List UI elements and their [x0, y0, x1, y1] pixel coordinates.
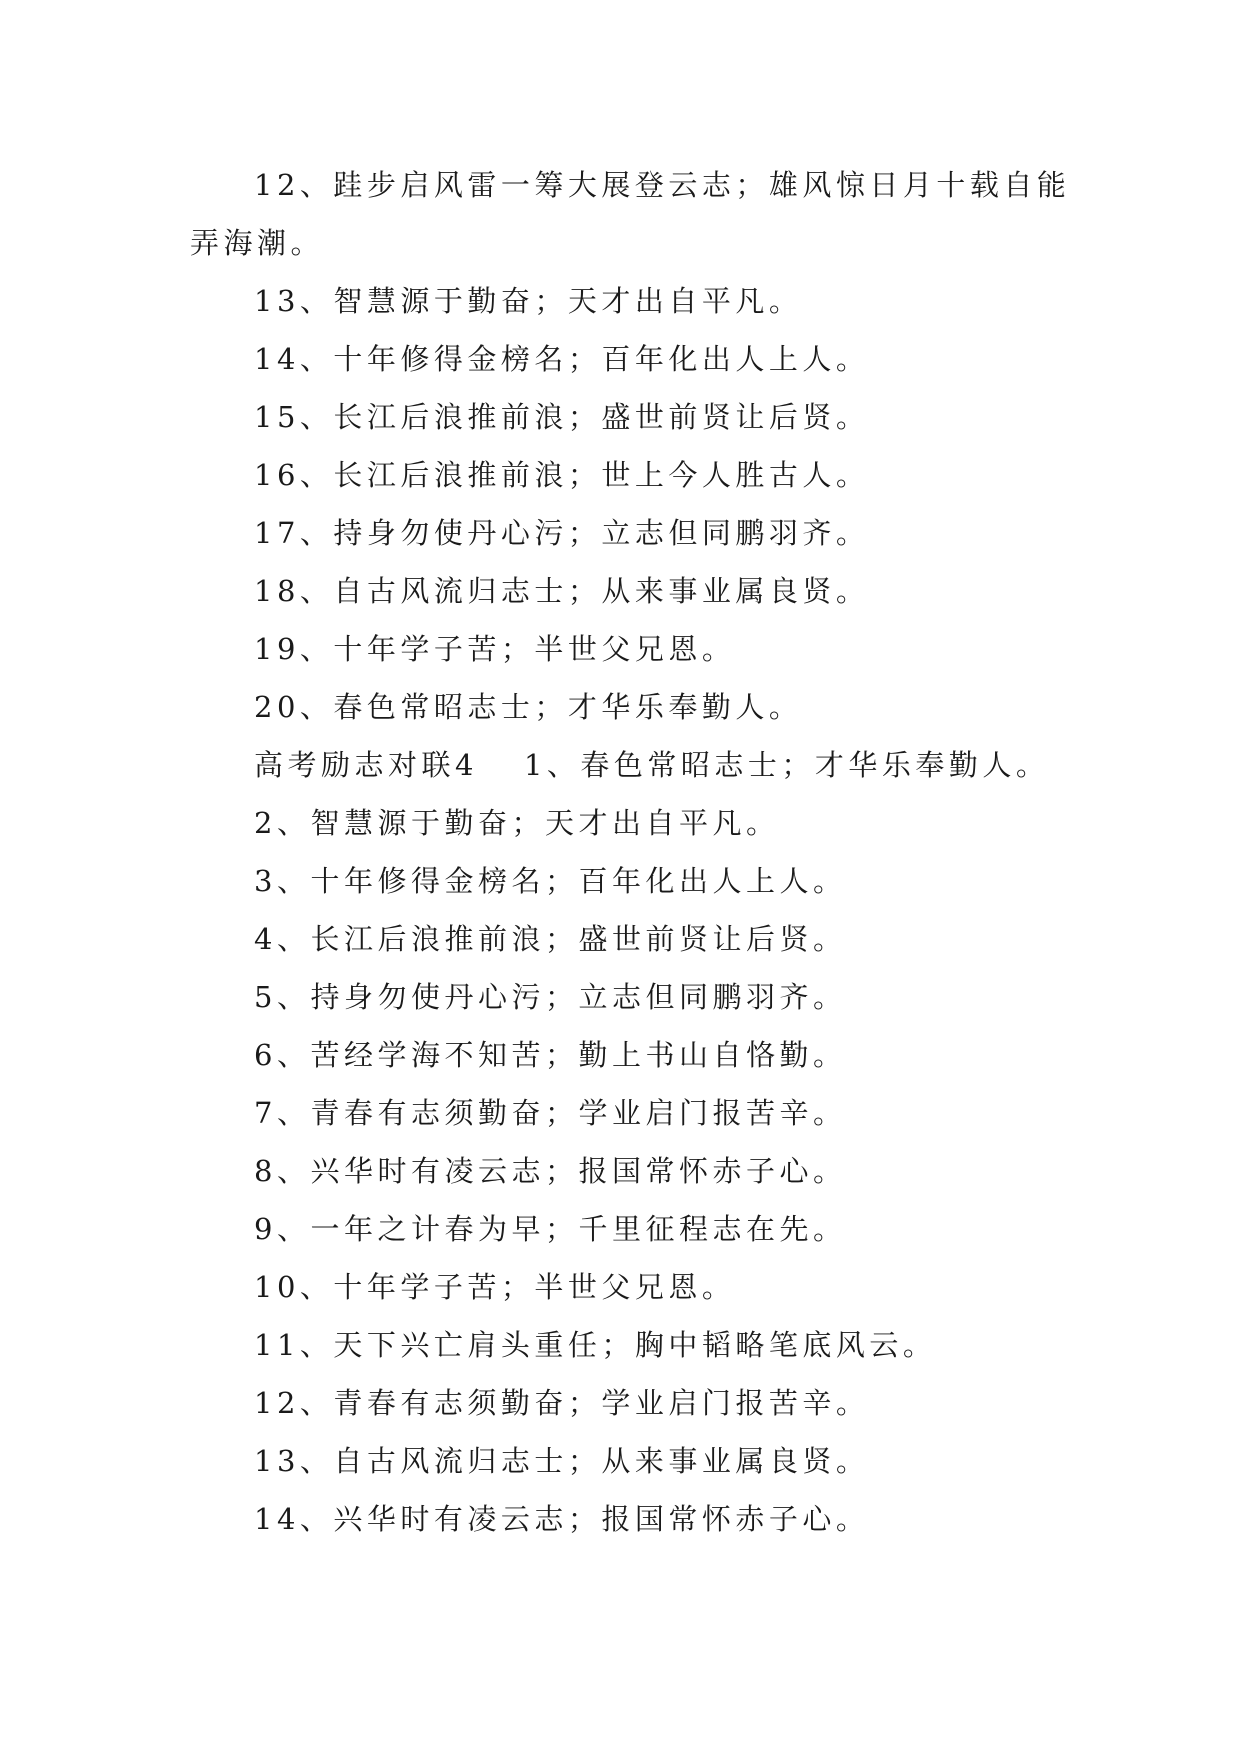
- text-line: 17、持身勿使丹心污；立志但同鹏羽齐。: [254, 516, 870, 550]
- text-line: 14、兴华时有凌云志；报国常怀赤子心。: [254, 1502, 870, 1536]
- text-line: 3、十年修得金榜名；百年化出人上人。: [254, 864, 847, 898]
- text-line: 9、一年之计春为早；千里征程志在先。: [254, 1212, 847, 1246]
- text-line: 12、青春有志须勤奋；学业启门报苦辛。: [254, 1386, 870, 1420]
- text-body: [190, 156, 1090, 1548]
- text-line: 7、青春有志须勤奋；学业启门报苦辛。: [254, 1096, 847, 1130]
- text-line: 13、自古风流归志士；从来事业属良贤。: [254, 1444, 870, 1478]
- text-line: 8、兴华时有凌云志；报国常怀赤子心。: [254, 1154, 847, 1188]
- text-line: 5、持身勿使丹心污；立志但同鹏羽齐。: [254, 980, 847, 1014]
- text-line: 20、春色常昭志士；才华乐奉勤人。: [254, 690, 803, 724]
- text-line: 11、天下兴亡肩头重任；胸中韬略笔底风云。: [254, 1328, 937, 1362]
- text-line: 18、自古风流归志士；从来事业属良贤。: [254, 574, 870, 608]
- text-line: 13、智慧源于勤奋；天才出自平凡。: [254, 284, 803, 318]
- text-line: 12、跬步启风雷一筹大展登云志；雄风惊日月十载自能: [254, 168, 1071, 202]
- section-first-item: 1、春色常昭志士；才华乐奉勤人。: [523, 748, 1050, 782]
- text-line: 10、十年学子苦；半世父兄恩。: [254, 1270, 736, 1304]
- text-line: 6、苦经学海不知苦；勤上书山自恪勤。: [254, 1038, 847, 1072]
- text-line: 14、十年修得金榜名；百年化出人上人。: [254, 342, 870, 376]
- section-heading: 高考励志对联4: [254, 748, 478, 782]
- text-line-continuation: 弄海潮。: [190, 226, 325, 260]
- text-line: 16、长江后浪推前浪；世上今人胜古人。: [254, 458, 870, 492]
- section-heading-line: [190, 736, 1090, 794]
- text-line: 2、智慧源于勤奋；天才出自平凡。: [254, 806, 780, 840]
- text-line: 4、长江后浪推前浪；盛世前贤让后贤。: [254, 922, 847, 956]
- text-line: 19、十年学子苦；半世父兄恩。: [254, 632, 736, 666]
- text-line: 15、长江后浪推前浪；盛世前贤让后贤。: [254, 400, 870, 434]
